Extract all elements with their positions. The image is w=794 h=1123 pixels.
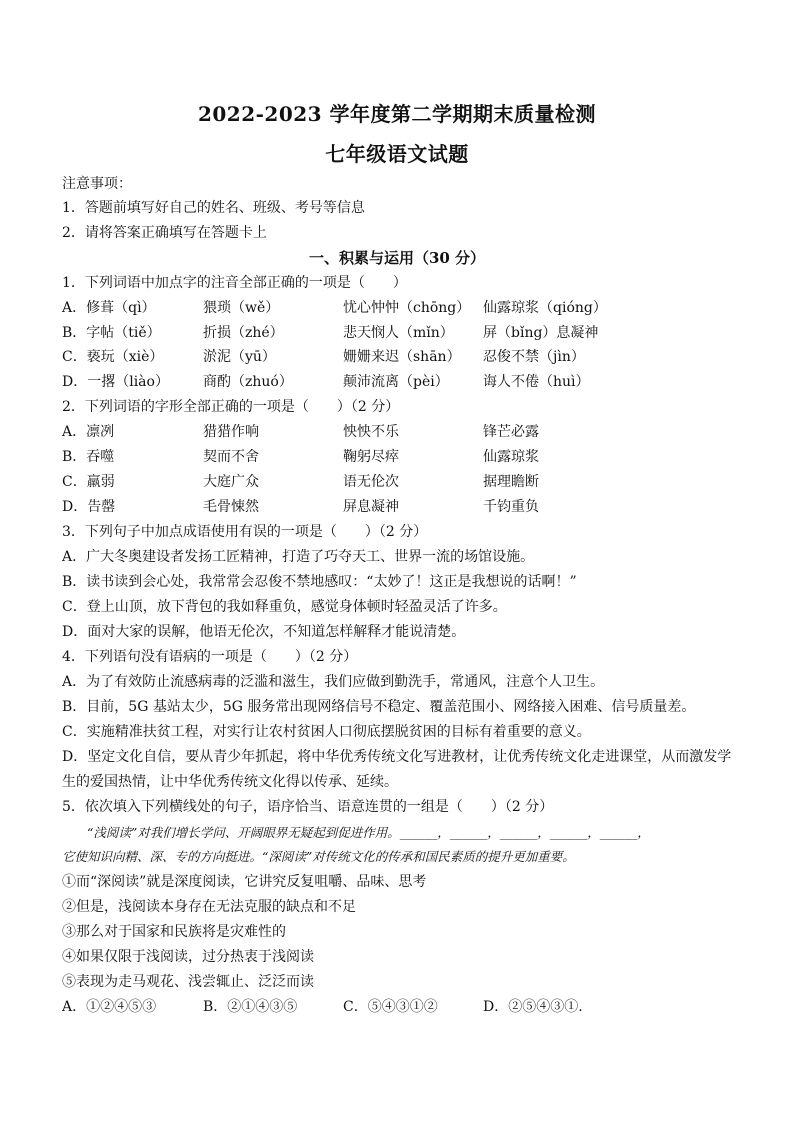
option-cell: 猎猎作响 bbox=[203, 424, 259, 440]
option-row bbox=[62, 297, 742, 319]
option-cell: 悲天悯人（mǐn） bbox=[343, 325, 454, 341]
answer-option: C．⑤④③①② bbox=[343, 999, 438, 1015]
option-cell: 仙露琼浆（qióng） bbox=[483, 300, 607, 316]
option-cell: B．字帖（tiě） bbox=[62, 325, 161, 341]
sentence-item: ④如果仅限于浅阅读，过分热衷于浅阅读 bbox=[62, 949, 314, 965]
notice-item: 1．答题前填写好自己的姓名、班级、考号等信息 bbox=[62, 200, 365, 216]
option-cell: 猥琐（wě） bbox=[203, 300, 280, 316]
sentence-item: ⑤表现为走马观花、浅尝辄止、泛泛而读 bbox=[62, 974, 314, 990]
option-cell: D．一撂（liào） bbox=[62, 374, 169, 390]
option-cell: 屏息凝神 bbox=[343, 499, 399, 515]
sentence-item: ③那么对于国家和民族将是灾难性的 bbox=[62, 924, 286, 940]
option-cell: C．亵玩（xiè） bbox=[62, 349, 164, 365]
question-stem: 1．下列词语中加点字的注音全部正确的一项是（ ） bbox=[62, 275, 407, 291]
option-cell: 锋芒必露 bbox=[483, 424, 539, 440]
question-stem: 3．下列句子中加点成语使用有误的一项是（ ）（2 分） bbox=[62, 524, 428, 540]
option-line: A．为了有效防止流感病毒的泛滥和滋生，我们应做到勤洗手，常通风，注意个人卫生。 bbox=[62, 674, 605, 690]
option-cell: 语无伦次 bbox=[343, 474, 399, 490]
section-title: 一、积累与运用（30 分） bbox=[308, 249, 486, 267]
option-cell: 淤泥（yū） bbox=[203, 349, 276, 365]
notice-heading: 注意事项： bbox=[62, 176, 132, 192]
option-row bbox=[62, 471, 742, 493]
question-stem: 5．依次填入下列横线处的句子，语序恰当、语意连贯的一组是（ ）（2 分） bbox=[62, 799, 554, 815]
option-cell: 屏（bǐng）息凝神 bbox=[483, 325, 599, 341]
option-cell: 毛骨悚然 bbox=[203, 499, 259, 515]
page-title: 2022-2023 学年度第二学期期末质量检测 bbox=[197, 102, 597, 126]
option-line: B．目前，5G 基站太少，5G 服务常出现网络信号不稳定、覆盖范围小、网络接入困难、信号质量差。 bbox=[62, 699, 696, 715]
passage-line: 它使知识向精、深、专的方向挺进。“深阅读”对传统文化的传承和国民素质的提升更加重要。 bbox=[62, 849, 575, 864]
passage-line: “浅阅读”对我们增长学问、开阔眼界无疑起到促进作用。______，______，______，______，______， bbox=[62, 825, 650, 840]
option-cell: 仙露琼浆 bbox=[483, 449, 539, 465]
option-cell: 诲人不倦（huì） bbox=[483, 374, 590, 390]
question-stem: 2．下列词语的字形全部正确的一项是（ ）（2 分） bbox=[62, 399, 400, 415]
option-cell: 忧心忡忡（chōng） bbox=[343, 300, 471, 316]
option-cell: 怏怏不乐 bbox=[343, 424, 399, 440]
sentence-item: ①而“深阅读”就是深度阅读，它讲究反复咀嚼、品味、思考 bbox=[62, 874, 427, 890]
question-stem: 4．下列语句没有语病的一项是（ ）（2 分） bbox=[62, 649, 358, 665]
option-cell: B．吞噬 bbox=[62, 449, 115, 465]
answer-option: B．②①④③⑤ bbox=[203, 999, 298, 1015]
option-cell: 商酌（zhuó） bbox=[203, 374, 293, 390]
option-line: 生的爱国热情，让中华优秀传统文化得以传承、延续。 bbox=[62, 774, 398, 790]
option-line: C．实施精准扶贫工程，对实行让农村贫困人口彻底摆脱贫困的目标有着重要的意义。 bbox=[62, 724, 591, 740]
option-line: B．读书读到会心处，我常常会忍俊不禁地感叹：“太妙了！这正是我想说的话啊！” bbox=[62, 574, 577, 590]
sentence-item: ②但是，浅阅读本身存在无法克服的缺点和不足 bbox=[62, 899, 356, 915]
option-row bbox=[62, 346, 742, 368]
option-row bbox=[62, 322, 742, 344]
option-cell: D．告罄 bbox=[62, 499, 116, 515]
answer-option: A．①②④⑤③ bbox=[62, 999, 157, 1015]
option-cell: 颠沛流离（pèi） bbox=[343, 374, 449, 390]
answer-row bbox=[62, 996, 742, 1018]
option-line: D．坚定文化自信，要从青少年抓起，将中华优秀传统文化写进教材，让优秀传统文化走进课堂，从而激发学 bbox=[62, 749, 732, 765]
option-cell: A．修葺（qì） bbox=[62, 300, 156, 316]
option-line: A．广大冬奥建设者发扬工匠精神，打造了巧夺天工、世界一流的场馆设施。 bbox=[62, 549, 535, 565]
option-cell: 忍俊不禁（jìn） bbox=[483, 349, 585, 365]
option-cell: 鞠躬尽瘁 bbox=[343, 449, 399, 465]
option-cell: 大庭广众 bbox=[203, 474, 259, 490]
option-cell: A．凛冽 bbox=[62, 424, 115, 440]
option-cell: C．羸弱 bbox=[62, 474, 115, 490]
page-subtitle: 七年级语文试题 bbox=[325, 142, 469, 166]
option-cell: 折损（zhé） bbox=[203, 325, 284, 341]
option-row bbox=[62, 446, 742, 468]
answer-option: D．②⑤④③①. bbox=[483, 999, 583, 1015]
option-cell: 据理瞻断 bbox=[483, 474, 539, 490]
option-line: C．登上山顶，放下背包的我如释重负，感觉身体顿时轻盈灵活了许多。 bbox=[62, 599, 507, 615]
notice-item: 2．请将答案正确填写在答题卡上 bbox=[62, 225, 267, 241]
option-cell: 千钧重负 bbox=[483, 499, 539, 515]
option-row bbox=[62, 496, 742, 518]
option-line: D．面对大家的误解，他语无伦次，不知道怎样解释才能说清楚。 bbox=[62, 624, 466, 640]
option-cell: 姗姗来迟（shān） bbox=[343, 349, 461, 365]
option-cell: 契而不舍 bbox=[203, 449, 259, 465]
option-row bbox=[62, 421, 742, 443]
option-row bbox=[62, 371, 742, 393]
